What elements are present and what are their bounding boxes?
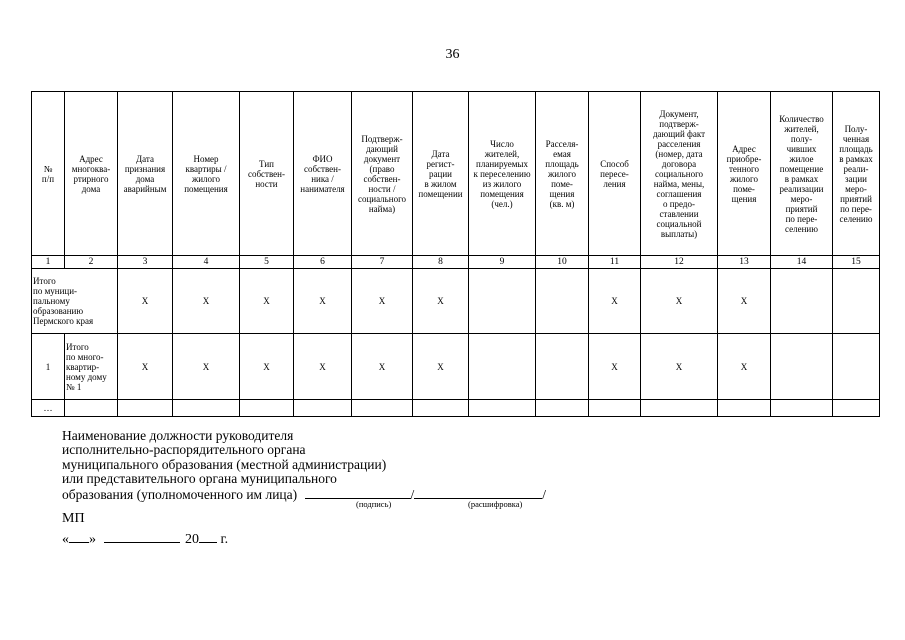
table-cell: X: [240, 334, 294, 400]
table-cell: X: [718, 334, 771, 400]
table-cell: [352, 400, 413, 417]
house-total-label: Итого по много- квартир- ному дому № 1: [65, 334, 118, 400]
table-cell: [173, 400, 240, 417]
table-cell: X: [294, 269, 352, 334]
table-cell: X: [173, 334, 240, 400]
signatory-title-line: Наименование должности руководителя: [62, 428, 294, 443]
date-open-quote: «: [62, 532, 69, 547]
table-cell: X: [589, 334, 641, 400]
header-cell-residents-planned: Число жителей, планируемых к переселению из жилого помещения (чел.): [469, 92, 536, 256]
ellipsis-cell: …: [32, 400, 65, 417]
column-number: 6: [294, 256, 352, 269]
column-number: 10: [536, 256, 589, 269]
table-cell: [294, 400, 352, 417]
table-cell: [469, 334, 536, 400]
municipal-total-label: Итого по муници- пальному образованию Пермского края: [32, 269, 118, 334]
table-cell: [469, 269, 536, 334]
date-year-suffix: г.: [220, 532, 229, 547]
table-cell: [536, 400, 589, 417]
column-number: 1: [32, 256, 65, 269]
table-cell: [771, 334, 833, 400]
date-close-quote: »: [89, 532, 96, 547]
table-cell: X: [413, 269, 469, 334]
table-cell: X: [352, 334, 413, 400]
table-cell: X: [641, 334, 718, 400]
table-cell: X: [240, 269, 294, 334]
signature-decoding-field[interactable]: [414, 486, 542, 499]
header-cell-resettled-area: Расселя- емая площадь жилого поме- щения (кв. м): [536, 92, 589, 256]
table-cell: [833, 269, 880, 334]
table-cell: X: [718, 269, 771, 334]
header-cell-resettlement-method: Способ пересе- ления: [589, 92, 641, 256]
table-cell: [589, 400, 641, 417]
page-number: 36: [445, 47, 460, 62]
header-cell-residents-received: Количество жителей, полу- чивших жилое помещение в рамках реализации меро- приятий по пере- селению: [771, 92, 833, 256]
table-cell: [240, 400, 294, 417]
signatory-title-line: или представительного органа муниципального: [62, 470, 337, 486]
signatory-title-line: исполнительно-распорядительного органа: [62, 442, 306, 458]
column-number: 15: [833, 256, 880, 269]
signature-caption: (подпись): [356, 499, 392, 509]
header-cell-confirming-document: Подтверж- дающий документ (право собствен- ности / социального найма): [352, 92, 413, 256]
column-number: 2: [65, 256, 118, 269]
table-cell: X: [589, 269, 641, 334]
header-cell-emergency-date: Дата признания дома аварийным: [118, 92, 173, 256]
decoding-caption: (расшифровка): [468, 499, 523, 509]
signatory-title-line: муниципального образования (местной администрации): [62, 456, 387, 472]
table-cell: [65, 400, 118, 417]
column-number: 9: [469, 256, 536, 269]
row-number: 1: [32, 334, 65, 400]
header-cell-address: Адрес многоква- ртирного дома: [65, 92, 118, 256]
column-number-row: [32, 256, 880, 269]
signature-separator: /: [410, 487, 415, 503]
header-cell-owner-name: ФИО собствен- ника / нанимателя: [294, 92, 352, 256]
column-number: 3: [118, 256, 173, 269]
table-cell: [833, 334, 880, 400]
header-cell-registration-date: Дата регист- рации в жилом помещении: [413, 92, 469, 256]
column-number: 5: [240, 256, 294, 269]
table-cell: [118, 400, 173, 417]
table-cell: [718, 400, 771, 417]
column-number: 8: [413, 256, 469, 269]
table-cell: [771, 269, 833, 334]
column-number: 13: [718, 256, 771, 269]
column-number: 7: [352, 256, 413, 269]
column-number: 4: [173, 256, 240, 269]
table-row-ellipsis: [32, 400, 880, 417]
signatory-title-text: образования (уполномоченного им лица): [62, 487, 298, 503]
table-cell: [771, 400, 833, 417]
table-row-municipal-total: [32, 269, 880, 334]
header-cell-apartment-number: Номер квартиры / жилого помещения: [173, 92, 240, 256]
signatory-block: [62, 429, 546, 502]
column-number: 14: [771, 256, 833, 269]
table-row-house: [32, 334, 880, 400]
signature-end-slash: /: [542, 487, 547, 503]
table-cell: X: [352, 269, 413, 334]
table-cell: X: [173, 269, 240, 334]
signature-field[interactable]: [305, 486, 411, 499]
stamp-place-label: МП: [62, 511, 85, 526]
header-cell-acquired-address: Адрес приобре- тенного жилого поме- щения: [718, 92, 771, 256]
column-number: 11: [589, 256, 641, 269]
header-cell-ownership-type: Тип собствен- ности: [240, 92, 294, 256]
resettlement-table: [31, 91, 880, 417]
table-cell: [833, 400, 880, 417]
column-number: 12: [641, 256, 718, 269]
table-cell: X: [641, 269, 718, 334]
date-line: [62, 531, 228, 548]
header-cell-resettlement-document: Документ, подтверж- дающий факт расселения (номер, дата договора социального найма, мены, соглашения о предо- ставлении социальной выплаты): [641, 92, 718, 256]
table-cell: [536, 269, 589, 334]
table-cell: [413, 400, 469, 417]
table-header-row: [32, 92, 880, 256]
date-year-field[interactable]: [199, 531, 217, 543]
table-cell: [641, 400, 718, 417]
header-cell-received-area: Полу- ченная площадь в рамках реали- зации меро- приятий по пере- селению: [833, 92, 880, 256]
table-cell: X: [118, 334, 173, 400]
date-year-prefix: 20: [185, 532, 199, 547]
table-cell: [469, 400, 536, 417]
table-cell: X: [413, 334, 469, 400]
table-cell: [536, 334, 589, 400]
date-month-field[interactable]: [104, 531, 180, 543]
header-cell-number: № п/п: [32, 92, 65, 256]
date-day-field[interactable]: [69, 531, 89, 543]
table-cell: X: [294, 334, 352, 400]
table-cell: X: [118, 269, 173, 334]
